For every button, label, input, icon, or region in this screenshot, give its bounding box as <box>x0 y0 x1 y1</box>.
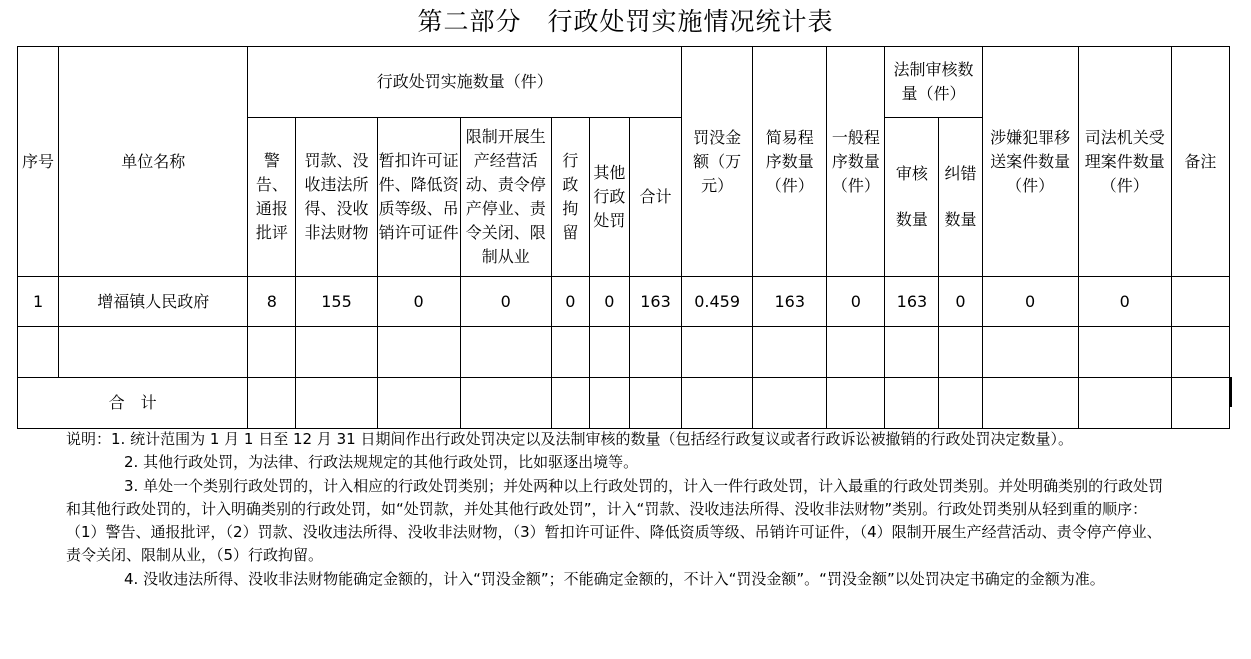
penalty-statistics-table <box>17 46 1230 429</box>
header-seq: 序号 <box>18 47 59 277</box>
cell-remark <box>1171 277 1229 327</box>
notes-section <box>66 428 1171 591</box>
header-remark: 备注 <box>1171 47 1229 277</box>
header-judicial: 司法机关受理案件数量（件） <box>1078 47 1171 277</box>
header-transfer: 涉嫌犯罪移送案件数量（件） <box>982 47 1078 277</box>
header-correct-qty: 数量 <box>944 210 977 229</box>
note-3: 3. 单处一个类别行政处罚的，计入相应的行政处罚类别；并处两种以上行政处罚的，计入一件行政处罚，计入最重的行政处罚类别。并处明确类别的行政处罚和其他行政处罚的，计入明确类别的行政处罚，如“处罚款，并处其他行政处罚”，计入“罚款、没收违法所得、没收非法财物”类别。行政处罚类别从轻到重的顺序：（1）警告、通报批评，（2）罚款、没收违法所得、没收非法财物，（3）暂扣许可证件、降低资质等级、吊销许可证件，（4）限制开展生产经营活动、责令停产停业、责令关闭、限制从业，（5）行政拘留。 <box>66 476 1164 565</box>
header-general: 一般程序数量（件） <box>827 47 885 277</box>
cell-judicial: 0 <box>1078 277 1171 327</box>
cell-unit-name: 增福镇人民政府 <box>59 277 248 327</box>
header-review-qty: 数量 <box>895 210 928 229</box>
header-fine: 罚款、没收违法所得、没收非法财物 <box>296 118 377 277</box>
header-restrict: 限制开展生产经营活动、责令停产停业、责令关闭、限制从业 <box>460 118 551 277</box>
cell-transfer: 0 <box>982 277 1078 327</box>
cell-fine: 155 <box>296 277 377 327</box>
note-1: 说明：1. 统计范围为 1 月 1 日至 12 月 31 日期间作出行政处罚决定以及法制审核的数量（包括经行政复议或者行政诉讼被撤销的行政处罚决定数量）。 <box>66 430 1073 448</box>
header-suspend: 暂扣许可证件、降低资质等级、吊销许可证件 <box>377 118 460 277</box>
page-title: 第二部分 行政处罚实施情况统计表 <box>417 7 834 36</box>
header-detain: 行政拘留 <box>551 118 589 277</box>
header-subtotal: 合计 <box>629 118 681 277</box>
cell-review: 163 <box>885 277 939 327</box>
note-2: 2. 其他行政处罚，为法律、行政法规规定的其他行政处罚，比如驱逐出境等。 <box>124 453 639 472</box>
header-simple: 简易程序数量（件） <box>753 47 827 277</box>
cell-subtotal: 163 <box>629 277 681 327</box>
total-label-text: 合 计 <box>108 393 157 412</box>
note-4: 4. 没收违法所得、没收非法财物能确定金额的，计入“罚没金额”；不能确定金额的，不计入“罚没金额”。“罚没金额”以处罚决定书确定的金额为准。 <box>124 569 1105 588</box>
header-correct <box>939 118 982 277</box>
cell-other: 0 <box>589 277 629 327</box>
cell-amount: 0.459 <box>682 277 753 327</box>
header-unit-name: 单位名称 <box>59 47 248 277</box>
total-label <box>18 378 248 429</box>
header-impl-count: 行政处罚实施数量（件） <box>248 47 682 118</box>
table-row-empty <box>18 327 1230 378</box>
header-review-label: 审核 <box>895 164 928 183</box>
cell-suspend: 0 <box>377 277 460 327</box>
cell-simple: 163 <box>753 277 827 327</box>
header-warning: 警告、通报批评 <box>248 118 296 277</box>
text-cursor <box>1230 377 1233 407</box>
header-correct-label: 纠错 <box>944 164 977 183</box>
cell-correct: 0 <box>939 277 982 327</box>
cell-restrict: 0 <box>460 277 551 327</box>
header-amount: 罚没金额（万元） <box>682 47 753 277</box>
table-row <box>18 277 1230 327</box>
header-review <box>885 118 939 277</box>
header-other: 其他行政处罚 <box>589 118 629 277</box>
cell-general: 0 <box>827 277 885 327</box>
cell-seq: 1 <box>18 277 59 327</box>
cell-detain: 0 <box>551 277 589 327</box>
table-row-total <box>18 378 1230 429</box>
header-legal-review: 法制审核数量（件） <box>885 47 982 118</box>
cell-warning: 8 <box>248 277 296 327</box>
